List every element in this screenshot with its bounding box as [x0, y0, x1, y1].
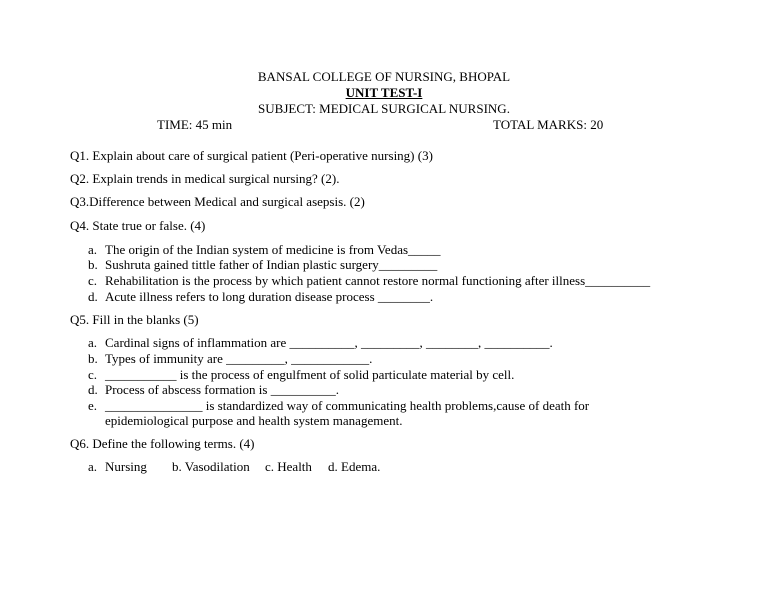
option-text: Cardinal signs of inflammation are __________, _________, ________, __________.	[105, 335, 553, 350]
option-letter: c.	[88, 367, 98, 382]
question-4: Q4. State true or false. (4)	[70, 218, 206, 233]
option-text: Sushruta gained tittle father of Indian plastic surgery_________	[105, 257, 438, 272]
q5-option-c	[88, 367, 514, 383]
q4-option-d	[88, 289, 433, 305]
college-name: BANSAL COLLEGE OF NURSING, BHOPAL	[257, 69, 511, 84]
option-text: _______________ is standardized way of communicating health problems,cause of death for	[105, 398, 590, 413]
q4-option-a	[88, 242, 441, 258]
question-2: Q2. Explain trends in medical surgical nursing? (2).	[70, 171, 340, 186]
q5-option-b	[88, 351, 372, 367]
option-letter: d.	[88, 289, 98, 304]
option-letter: d.	[88, 382, 98, 397]
term-vasodilation: b. Vasodilation	[172, 459, 250, 474]
total-marks-label: TOTAL MARKS: 20	[493, 117, 604, 132]
term-letter-a: a.	[88, 459, 98, 474]
option-text: The origin of the Indian system of medicine is from Vedas_____	[105, 242, 441, 257]
q5-option-e-continued: epidemiological purpose and health system management.	[105, 413, 403, 428]
term-edema: d. Edema.	[328, 459, 381, 474]
option-text: Rehabilitation is the process by which patient cannot restore normal functioning after illness__________	[105, 273, 651, 288]
time-label: TIME: 45 min	[157, 117, 233, 132]
q4-option-c	[88, 273, 650, 289]
option-letter: a.	[88, 242, 98, 257]
question-1: Q1. Explain about care of surgical patient (Peri-operative nursing) (3)	[70, 148, 433, 163]
option-letter: e.	[88, 398, 98, 413]
option-text: Acute illness refers to long duration disease process ________.	[105, 289, 434, 304]
option-text: Process of abscess formation is __________.	[105, 382, 339, 397]
option-letter: a.	[88, 335, 98, 350]
option-letter: c.	[88, 273, 98, 288]
option-text: Types of immunity are _________, ____________.	[105, 351, 373, 366]
subject-line: SUBJECT: MEDICAL SURGICAL NURSING.	[258, 101, 510, 116]
option-text: ___________ is the process of engulfment of solid particulate material by cell.	[105, 367, 515, 382]
q5-option-d	[88, 382, 339, 398]
q5-option-a	[88, 335, 553, 351]
q5-option-e	[88, 398, 589, 414]
q6-terms	[88, 459, 380, 475]
q4-option-b	[88, 257, 437, 273]
term-health: c. Health	[265, 459, 312, 474]
test-title	[0, 85, 768, 101]
question-3: Q3.Difference between Medical and surgical asepsis. (2)	[70, 194, 365, 209]
question-6: Q6. Define the following terms. (4)	[70, 436, 255, 451]
term-nursing: Nursing	[105, 459, 147, 474]
question-5: Q5. Fill in the blanks (5)	[70, 312, 199, 327]
option-letter: b.	[88, 257, 98, 272]
test-title-text: UNIT TEST-I	[345, 85, 423, 100]
option-letter: b.	[88, 351, 98, 366]
